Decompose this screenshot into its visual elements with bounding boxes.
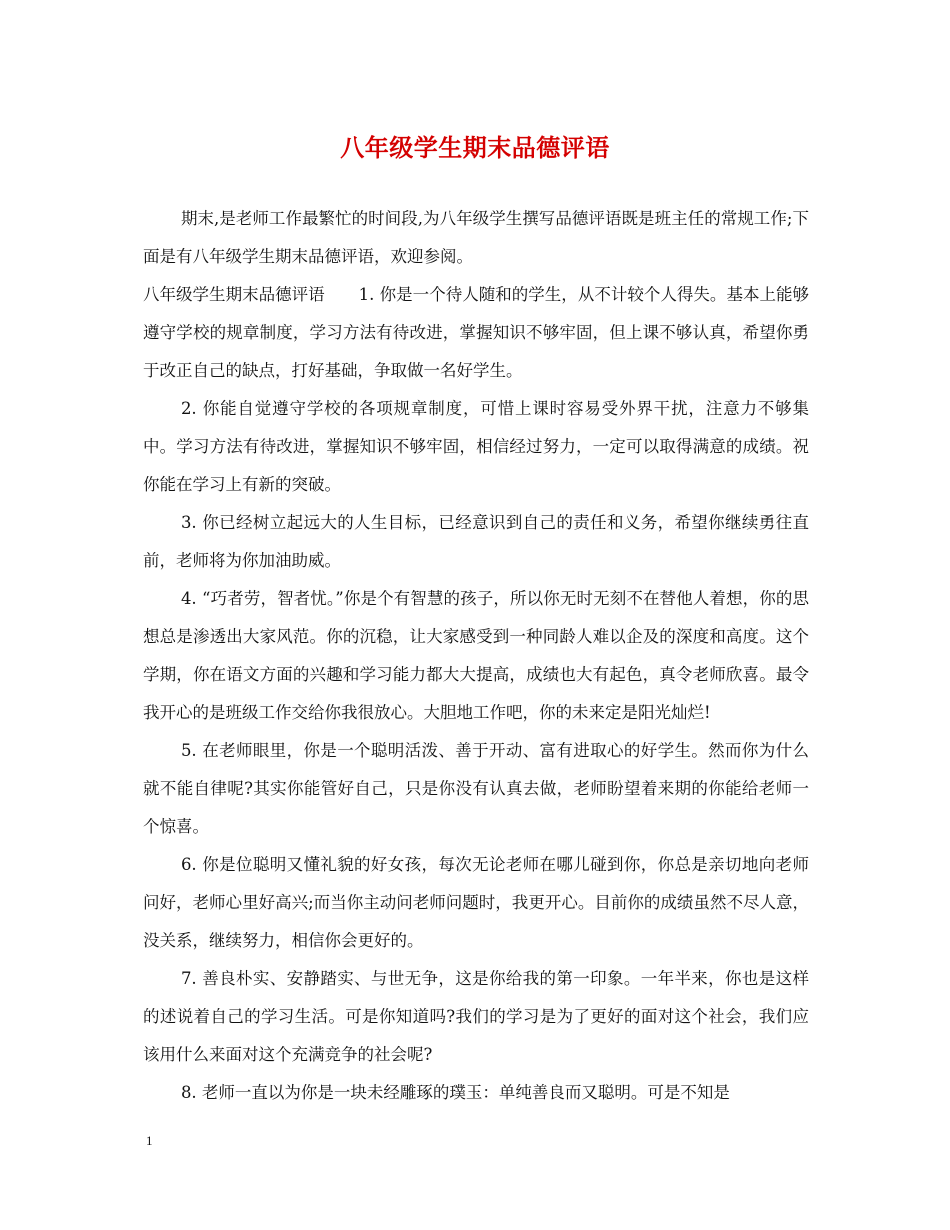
comment-3: 3. 你已经树立起远大的人生目标，已经意识到自己的责任和义务，希望你继续勇往直前，老师将为你加油助威。 (143, 513, 809, 570)
comment-1: 1. 你是一个待人随和的学生，从不计较个人得失。基本上能够遵守学校的规章制度，学习方法有待改进，掌握知识不够牢固，但上课不够认真，希望你勇于改正自己的缺点，打好基础，争取做一名好学生。 (143, 285, 809, 380)
document-title: 八年级学生期末品德评语 (340, 133, 610, 162)
comment-6: 6. 你是位聪明又懂礼貌的好女孩，每次无论老师在哪儿碰到你，你总是亲切地向老师问好，老师心里好高兴;而当你主动问老师问题时，我更开心。目前你的成绩虽然不尽人意，没关系，继续努力，相信你会更好的。 (143, 855, 809, 950)
comment-7: 7. 善良朴实、安静踏实、与世无争，这是你给我的第一印象。一年半来，你也是这样的述说着自己的学习生活。可是你知道吗?我们的学习是为了更好的面对这个社会，我们应该用什么来面对这个充满竞争的社会呢? (143, 969, 809, 1064)
page-number: 1 (146, 1133, 153, 1148)
first-comment-paragraph (143, 276, 809, 390)
intro-paragraph: 期末,是老师工作最繁忙的时间段,为八年级学生撰写品德评语既是班主任的常规工作;下面是有八年级学生期末品德评语，欢迎参阅。 (143, 209, 809, 266)
document-body (143, 200, 809, 1112)
comment-4: 4. “巧者劳，智者忧。”你是个有智慧的孩子，所以你无时无刻不在替他人着想，你的思想总是渗透出大家风范。你的沉稳，让大家感受到一种同龄人难以企及的深度和高度。这个学期，你在语文方面的兴趣和学习能力都大大提高，成绩也大有起色，真令老师欣喜。最令我开心的是班级工作交给你我很放心。大胆地工作吧，你的未来定是阳光灿烂! (143, 589, 809, 722)
comment-8: 8. 老师一直以为你是一块未经雕琢的璞玉：单纯善良而又聪明。可是不知是 (180, 1083, 730, 1102)
comment-2: 2. 你能自觉遵守学校的各项规章制度，可惜上课时容易受外界干扰，注意力不够集中。学习方法有待改进，掌握知识不够牢固，相信经过努力，一定可以取得满意的成绩。祝你能在学习上有新的突破。 (143, 399, 809, 494)
comment-5: 5. 在老师眼里，你是一个聪明活泼、善于开动、富有进取心的好学生。然而你为什么就不能自律呢?其实你能管好自己，只是你没有认真去做，老师盼望着来期的你能给老师一个惊喜。 (143, 741, 809, 836)
section-heading: 八年级学生期末品德评语 (143, 285, 325, 304)
